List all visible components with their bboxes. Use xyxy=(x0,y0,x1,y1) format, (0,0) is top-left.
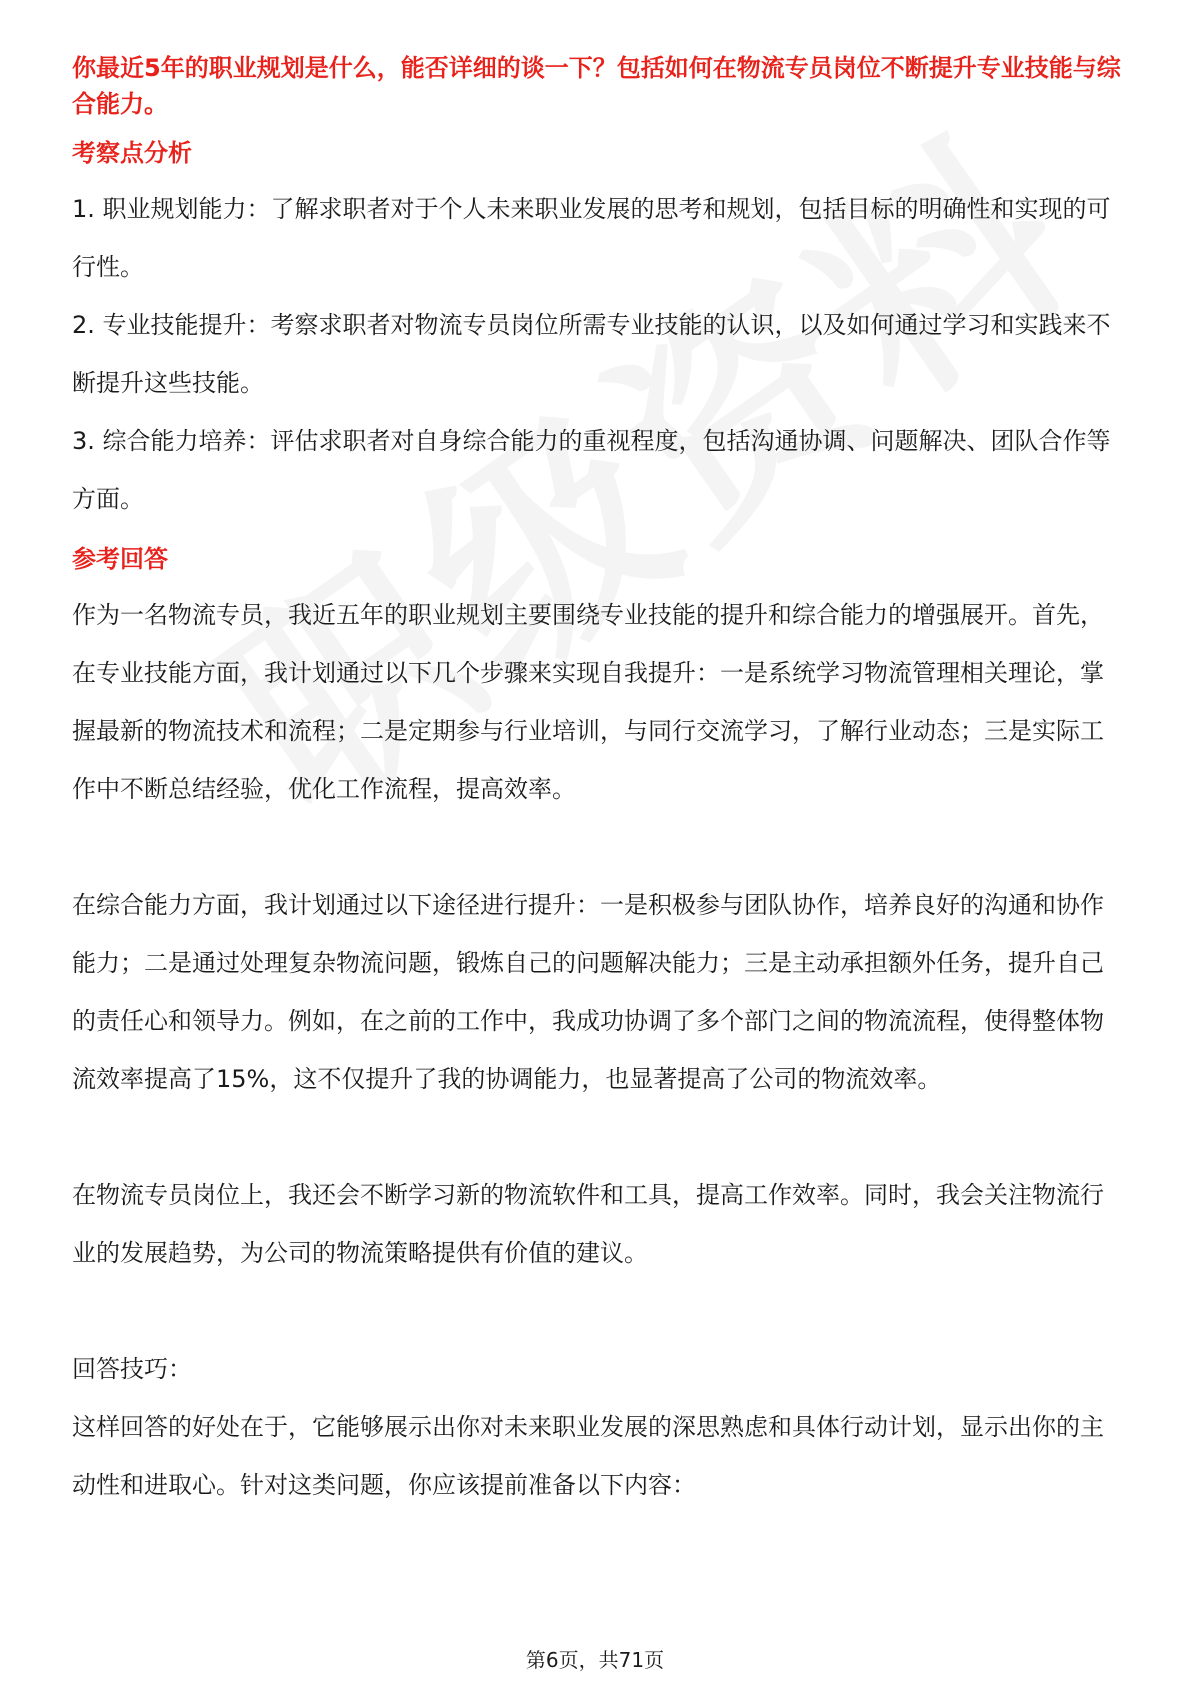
answer-paragraph: 作为一名物流专员，我近五年的职业规划主要围绕专业技能的提升和综合能力的增强展开。首先，在专业技能方面，我计划通过以下几个步骤来实现自我提升：一是系统学习物流管理相关理论，掌握最新的物流技术和流程；二是定期参与行业培训，与同行交流学习，了解行业动态；三是实际工作中不断总结经验，优化工作流程，提高效率。 xyxy=(72,601,1104,803)
answer-title: 参考回答 xyxy=(72,545,168,573)
document-page xyxy=(72,50,1122,1514)
answer-paragraph: 在物流专员岗位上，我还会不断学习新的物流软件和工具，提高工作效率。同时，我会关注物流行业的发展趋势，为公司的物流策略提供有价值的建议。 xyxy=(72,1181,1104,1267)
tips-title: 回答技巧： xyxy=(72,1355,192,1383)
tips-text: 这样回答的好处在于，它能够展示出你对未来职业发展的深思熟虑和具体行动计划，显示出你的主动性和进取心。针对这类问题，你应该提前准备以下内容： xyxy=(72,1413,1104,1499)
answer-paragraph: 在综合能力方面，我计划通过以下途径进行提升：一是积极参与团队协作，培养良好的沟通和协作能力；二是通过处理复杂物流问题，锻炼自己的问题解决能力；三是主动承担额外任务，提升自己的责任心和领导力。例如，在之前的工作中，我成功协调了多个部门之间的物流流程，使得整体物流效率提高了15%，这不仅提升了我的协调能力，也显著提高了公司的物流效率。 xyxy=(72,891,1104,1093)
analysis-item: 1. 职业规划能力：了解求职者对于个人未来职业发展的思考和规划，包括目标的明确性和实现的可行性。 xyxy=(72,195,1111,281)
analysis-title: 考察点分析 xyxy=(72,139,192,167)
question-heading: 你最近5年的职业规划是什么，能否详细的谈一下？包括如何在物流专员岗位不断提升专业技能与综合能力。 xyxy=(72,54,1121,118)
page-number: 第6页，共71页 xyxy=(525,1648,665,1672)
analysis-item: 2. 专业技能提升：考察求职者对物流专员岗位所需专业技能的认识，以及如何通过学习和实践来不断提升这些技能。 xyxy=(72,311,1111,397)
analysis-item: 3. 综合能力培养：评估求职者对自身综合能力的重视程度，包括沟通协调、问题解决、团队合作等方面。 xyxy=(72,427,1111,513)
